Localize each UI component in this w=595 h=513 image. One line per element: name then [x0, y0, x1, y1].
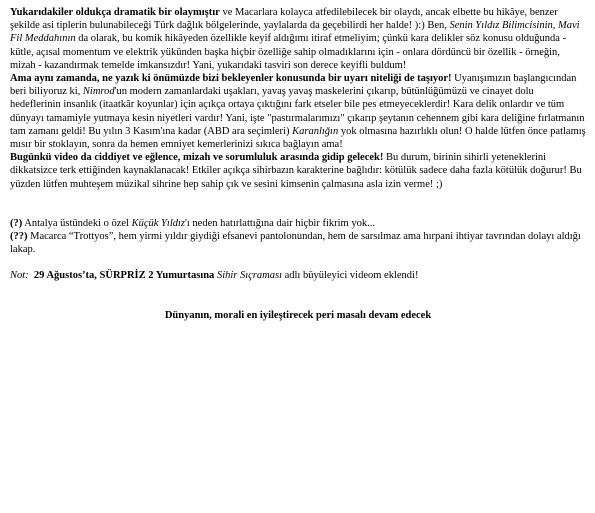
- warning-text-1: Uyanışımızın başlangıcından beri biliyoruz ki,: [10, 73, 577, 98]
- warning-italic-nimrod: Nimrod: [82, 86, 115, 98]
- video-bold: Bugünkü video da ciddiyet ve eğlence, mizah ve sorumluluk arasında gidip gelecek!: [10, 152, 384, 164]
- footnote-1-italic: Küçük Yıldız: [131, 217, 185, 229]
- intro-italic: Senin Yıldız Bilimcisinin, Mavi Fil Meddahının: [10, 20, 580, 45]
- footnote-1-post: 'ı neden hatırlattığına dair hiçbir fikrim yok...: [185, 217, 375, 229]
- footnote-1-pre: Antalya üstündeki o özel: [22, 217, 132, 229]
- footnote-2: [10, 230, 586, 256]
- intro-bold: Yukarıdakiler oldukça dramatik bir olaymıştır: [10, 7, 220, 18]
- update-note-text: adlı büyüleyici videom eklendi!: [281, 270, 419, 282]
- footnote-2-text: Macarca “Trottyos”, hem yirmi yıldır giydiği efsanevi pantolonundan, hem de sarsılmaz ama hırpani ihtiyar tavrından dolayı aldığı lakap.: [10, 231, 581, 256]
- video-text: Bu durum, birinin sihirli yeteneklerini dikkatsizce terk ettiğinden kaynaklanacak! Etkiler açıkça sihirbazın karakterine bağlıdır: kötülük sadece daha fazla kötülük doğurur! Bu yüzden lütfen muhteşem müzikal sihrine hep sahip çık ve sesini kimsenin çalmasına asla izin verme! ;): [10, 152, 582, 190]
- footnote-1-mark: (?): [10, 217, 23, 229]
- paragraph-warning: [10, 72, 586, 151]
- warning-italic-karanlik: Karanlığın: [292, 125, 339, 137]
- warning-bold: Ama aynı zamanda, ne yazık ki önümüzde bizi bekleyenler konusunda bir uyarı niteliği de taşıyor!: [10, 73, 452, 85]
- warning-text-2: 'un modern zamanlardaki uşakları, yavaş yavaş maskelerini çıkarıp, bütünlüğümüzü ve cinayet dolu hedeflerinin insanlık (itaatkâr koyunlar) için açıkça ortaya çıktığını fark etseler bile pes etmeyeceklerdir! Kara delik onlardır ve tüm dünyayı tamamiyle yutmaya kesin niyetleri vardır! Yani, işte "pastırmalarımızı" çıkarıp şeytanın cehennem gibi kara deliğine fırlatmanın tam zamanı geldi! Bu yılın 3 Kasım'ına kadar (ABD ara seçimleri): [10, 86, 585, 137]
- closing-line: Dünyanın, morali en iyileştirecek peri masalı devam edecek: [164, 309, 432, 321]
- footnote-1: [10, 217, 586, 230]
- paragraph-intro: [10, 6, 586, 72]
- update-note: [10, 269, 586, 282]
- intro-text-1: ve Macarlara kolayca atfedilebilecek bir olaydı, ancak elbette bu hikâye, benzer şekilde asi tiplerin bulunabileceği Türk dağlık bölgelerinde, yaylalarda da geçebilirdi her halde! ):) Ben,: [10, 7, 558, 32]
- update-note-bold: 29 Ağustos’ta, SÜRPRİZ 2 Yumurtasına: [33, 270, 215, 282]
- update-note-label: Not:: [10, 270, 29, 282]
- footnote-2-mark: (??): [10, 231, 28, 243]
- article-body: [10, 6, 586, 322]
- update-note-italic: Sihir Sıçraması: [216, 270, 282, 282]
- warning-text-3: yok olmasına hazırlıklı olun! O halde lütfen önce patlamış mısır bir stoklayın, sonra da hemen emniyet kemerlerinizi sıkıca bağlayın ama!: [10, 125, 586, 151]
- paragraph-video: [10, 151, 586, 191]
- intro-text-2: da olarak, bu komik hikâyeden özellikle keyif aldığımı itiraf etmeliyim; çünkü kara delikler söz konusu olduğunda - kütle, açısal momentum ve elektrik yükünden başka hiçbir özelliğe sahip olmadıklarını için - onlara dördüncü bir özellik - örneğin, mizah - kazandırmak temelde imkansızdır! Yani, yukarıdaki tasviri son derece keyifli buldum!: [10, 33, 567, 71]
